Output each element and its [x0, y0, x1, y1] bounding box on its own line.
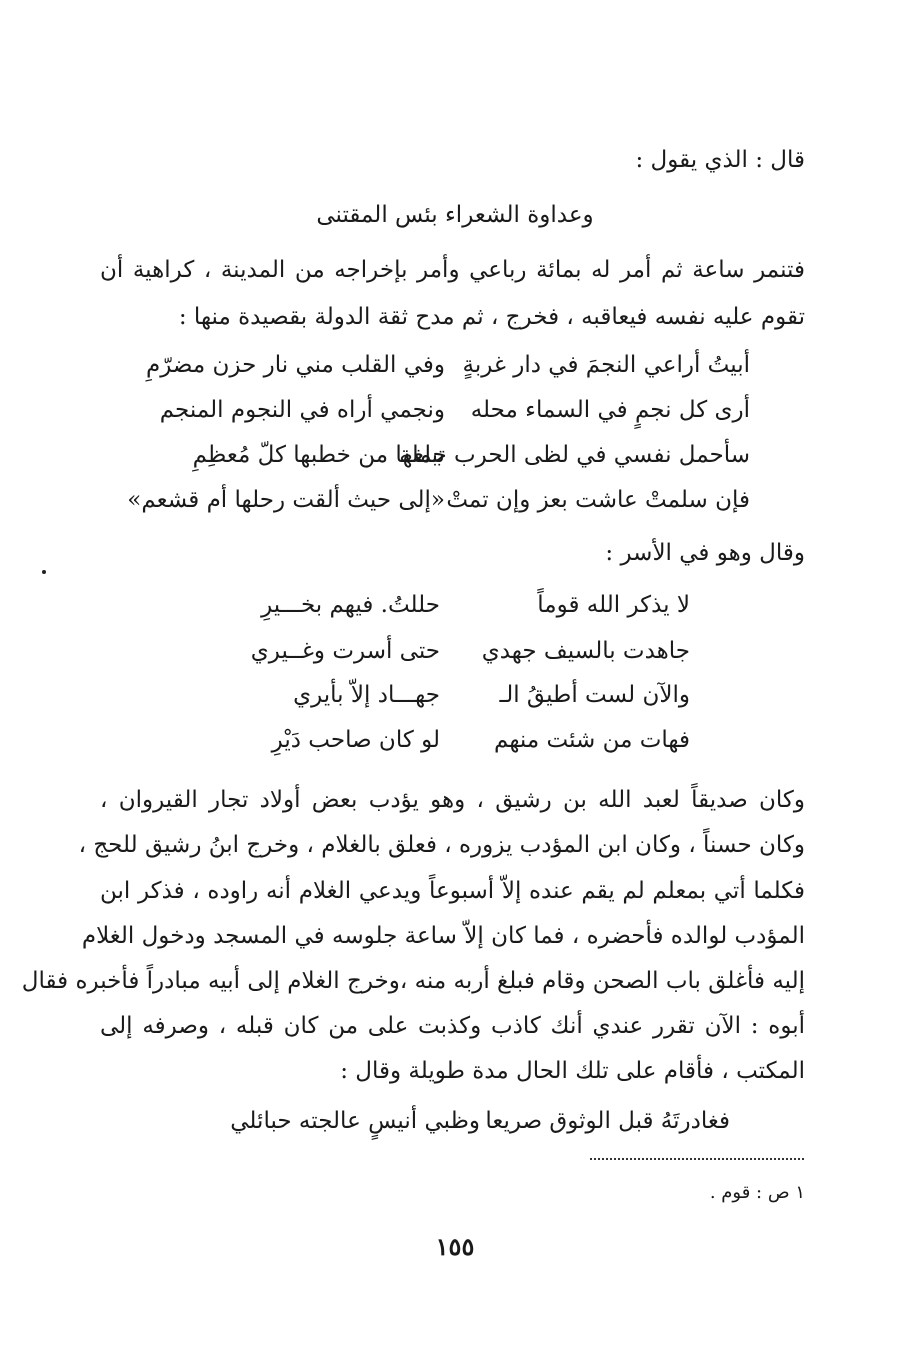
poem2-verse-2-second: حتى أسرت وغــيري	[250, 638, 440, 664]
intro-line: قال : الذي يقول :	[635, 147, 805, 173]
poem1-verse-1-first: أبيتُ أراعي النجمَ في دار غربةٍ	[462, 352, 750, 378]
final-verse-second: فغادرتَهُ قبل الوثوق صريعا	[485, 1108, 730, 1134]
final-verse-first: وظبي أنيسٍ عالجته حبائلي	[230, 1108, 480, 1134]
footnote: ١ ص : قوم .	[709, 1182, 805, 1203]
ink-speck	[42, 570, 46, 574]
poem2-verse-4-first: فهات من شئت منهم	[494, 727, 690, 753]
paragraph2-line-5: إليه فأغلق باب الصحن وقام فبلغ أربه منه ،وخرج الغلام إلى أبيه مبادراً فأخبره فقال	[21, 968, 805, 994]
paragraph2-line-6: أبوه : الآن تقرر عندي أنك كاذب وكذبت على من كان قبله ، وصرفه إلى	[100, 1013, 805, 1039]
quoted-verse: وعداوة الشعراء بئس المقتنى	[316, 202, 594, 228]
paragraph2-line-4: المؤدب لوالده فأحضره ، فما كان إلاّ ساعة جلوسه في المسجد ودخول الغلام	[81, 923, 805, 949]
poem1-verse-2-first: أرى كل نجمٍ في السماء محله	[470, 397, 750, 423]
poem1-verse-3-second: تبلغها من خطبها كلّ مُعظِمِ	[192, 442, 445, 468]
poem2-verse-4-second: لو كان صاحب دَيْرِ	[271, 727, 440, 753]
poem2-verse-1-first: لا يذكر الله قوماً	[537, 592, 690, 618]
paragraph2-line-3: فكلما أتي بمعلم لم يقم عنده إلاّ أسبوعاً ويدعي الغلام أنه راوده ، فذكر ابن	[100, 878, 805, 904]
poem2-verse-3-second: جهـــاد إلاّ بأيري	[293, 682, 440, 708]
page-number: ١٥٥	[435, 1232, 475, 1261]
paragraph1-line-2: تقوم عليه نفسه فيعاقبه ، فخرج ، ثم مدح ثقة الدولة بقصيدة منها :	[178, 304, 805, 330]
poem2-verse-1-second: حللتُ. فيهم بخـــيرِ	[261, 592, 440, 618]
paragraph1-line-1: فتنمر ساعة ثم أمر له بمائة رباعي وأمر بإخراجه من المدينة ، كراهية أن	[100, 257, 805, 283]
paragraph2-line-7: المكتب ، فأقام على تلك الحال مدة طويلة وقال :	[340, 1058, 805, 1084]
poem2-verse-3-first: والآن لست أطيقُ الـ	[499, 682, 690, 708]
paragraph2-line-2: وكان حسناً ، وكان ابن المؤدب يزوره ، فعلق بالغلام ، وخرج ابنُ رشيق للحج ،	[78, 832, 805, 858]
poem1-verse-4-first: فإن سلمتْ عاشت بعز وإن تمتْ	[446, 487, 750, 513]
poem1-verse-3-first: سأحمل نفسي في لظى الحرب جملة	[399, 442, 750, 468]
poem2-verse-2-first: جاهدت بالسيف جهدي	[481, 638, 690, 664]
intro2-line: وقال وهو في الأسر :	[605, 540, 805, 566]
paragraph2-line-1: وكان صديقاً لعبد الله بن رشيق ، وهو يؤدب بعض أولاد تجار القيروان ،	[100, 787, 805, 813]
poem1-verse-2-second: ونجمي أراه في النجوم المنجم	[159, 397, 445, 423]
poem1-verse-4-second: «إلى حيث ألقت رحلها أم قشعم»	[127, 487, 445, 513]
poem1-verse-1-second: وفي القلب مني نار حزن مضرّمِ	[146, 352, 445, 378]
footnote-divider	[590, 1158, 804, 1160]
